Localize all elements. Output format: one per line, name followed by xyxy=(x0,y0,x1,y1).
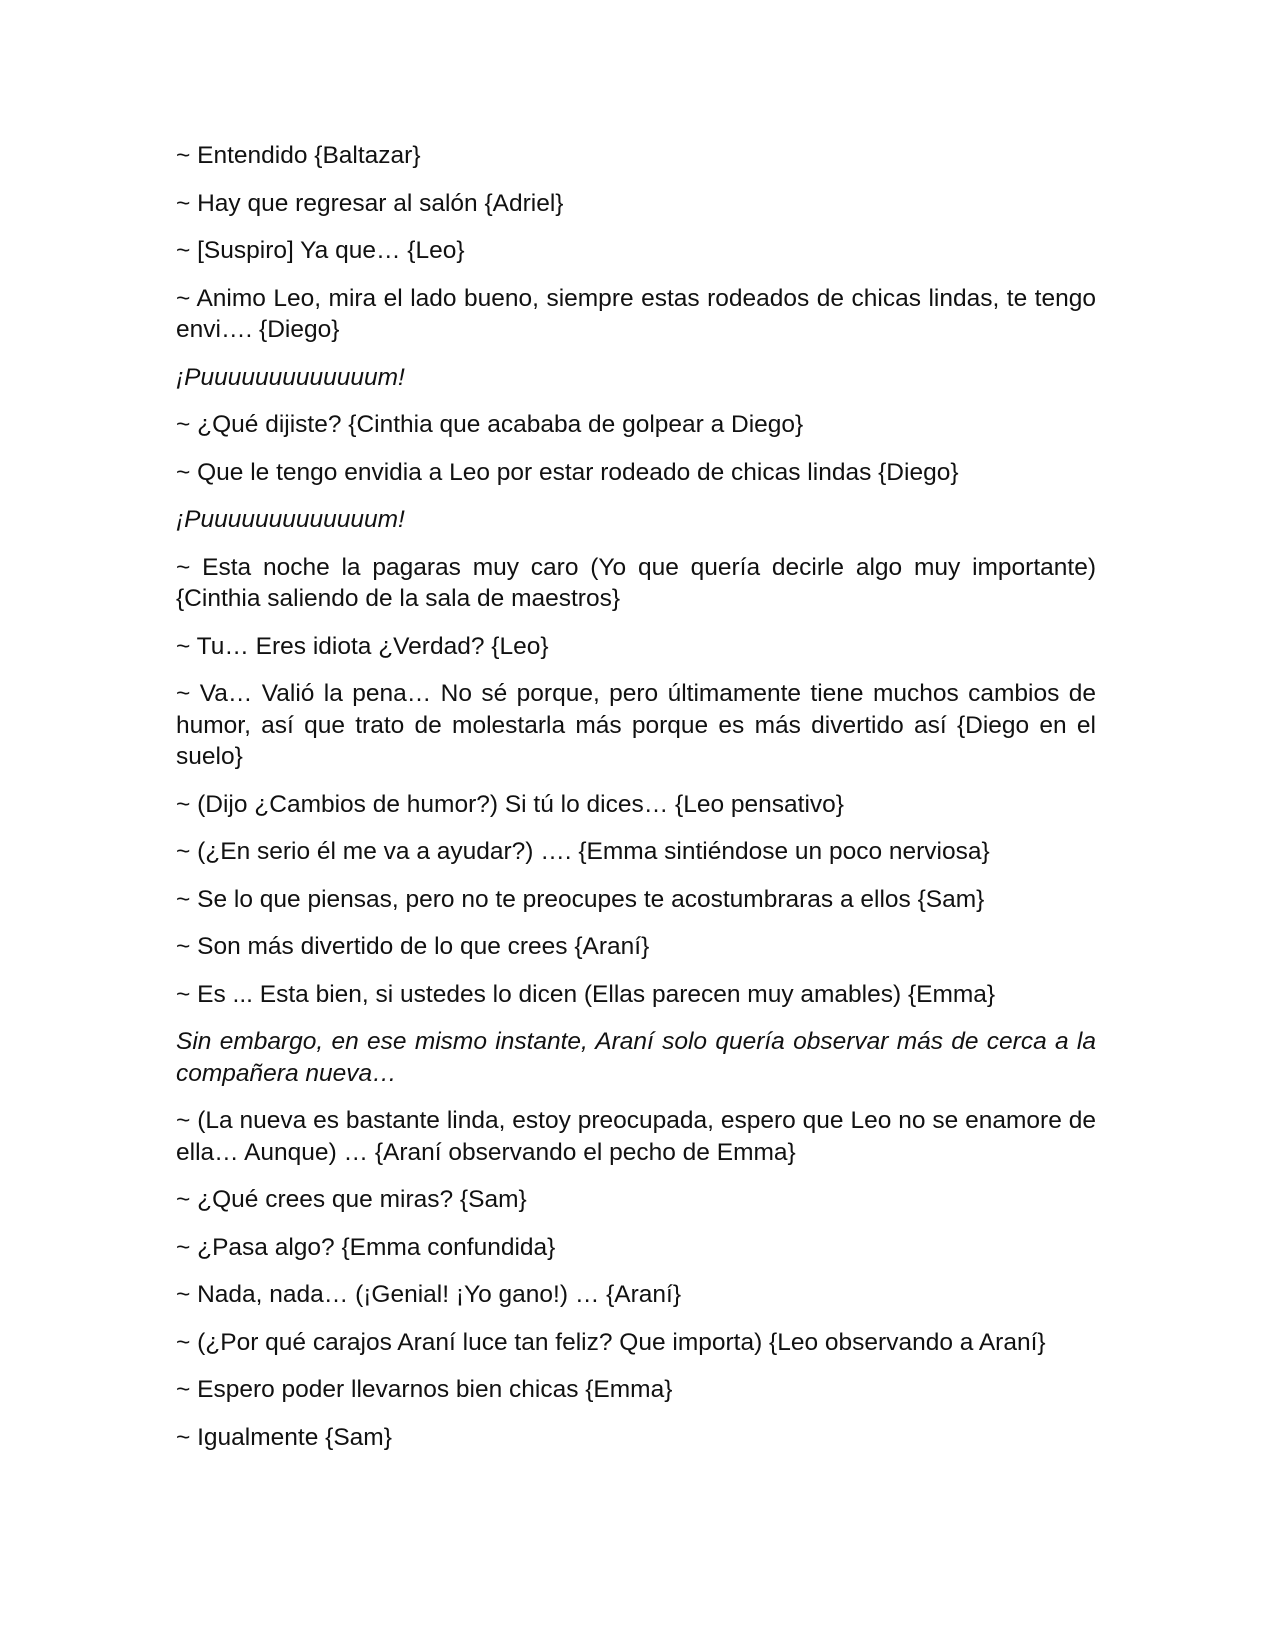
dialogue-line: ~ Que le tengo envidia a Leo por estar rodeado de chicas lindas {Diego} xyxy=(176,458,959,486)
dialogue-line: ~ Esta noche la pagaras muy caro (Yo que quería decirle algo muy importante) {Cinthia saliendo de la sala de maestros} xyxy=(176,553,1096,612)
document-body xyxy=(176,140,1096,1469)
dialogue-line: ~ Espero poder llevarnos bien chicas {Emma} xyxy=(176,1376,673,1403)
sound-effect: ¡Puuuuuuuuuuuuum! xyxy=(176,363,405,391)
dialogue-line: ~ ¿Qué crees que miras? {Sam} xyxy=(176,1186,527,1213)
dialogue-line: ~ (¿En serio él me va a ayudar?) …. {Emma sintiéndose un poco nerviosa} xyxy=(176,838,990,865)
dialogue-line: ~ ¿Pasa algo? {Emma confundida} xyxy=(176,1233,556,1261)
dialogue-line: ~ Son más divertido de lo que crees {Araní} xyxy=(176,933,650,960)
dialogue-line: ~ Animo Leo, mira el lado bueno, siempre estas rodeados de chicas lindas, te tengo envi…. {Diego} xyxy=(176,284,1096,343)
dialogue-line: ~ Tu… Eres idiota ¿Verdad? {Leo} xyxy=(176,632,549,660)
dialogue-line: ~ (¿Por qué carajos Araní luce tan feliz? Que importa) {Leo observando a Araní} xyxy=(176,1328,1046,1356)
sound-effect: ¡Puuuuuuuuuuuuum! xyxy=(176,506,405,533)
dialogue-line: ~ Nada, nada… (¡Genial! ¡Yo gano!) … {Araní} xyxy=(176,1281,682,1308)
dialogue-line: ~ Hay que regresar al salón {Adriel} xyxy=(176,189,564,217)
dialogue-line: ~ Se lo que piensas, pero no te preocupes te acostumbraras a ellos {Sam} xyxy=(176,885,985,913)
dialogue-line: ~ Entendido {Baltazar} xyxy=(176,142,421,169)
dialogue-line: ~ (Dijo ¿Cambios de humor?) Si tú lo dices… {Leo pensativo} xyxy=(176,790,844,818)
narration: Sin embargo, en ese mismo instante, Araní solo quería observar más de cerca a la compañera nueva… xyxy=(176,1028,1096,1087)
dialogue-line: ~ Es ... Esta bien, si ustedes lo dicen (Ellas parecen muy amables) {Emma} xyxy=(176,980,996,1008)
dialogue-line: ~ ¿Qué dijiste? {Cinthia que acababa de golpear a Diego} xyxy=(176,411,804,438)
dialogue-line: ~ Igualmente {Sam} xyxy=(176,1423,392,1451)
dialogue-line: ~ [Suspiro] Ya que… {Leo} xyxy=(176,237,465,264)
dialogue-line: ~ Va… Valió la pena… No sé porque, pero últimamente tiene muchos cambios de humor, así que trato de molestarla más porque es más divertido así {Diego en el suelo} xyxy=(176,680,1096,770)
dialogue-line: ~ (La nueva es bastante linda, estoy preocupada, espero que Leo no se enamore de ella… Aunque) … {Araní observando el pecho de Emma} xyxy=(176,1107,1096,1166)
